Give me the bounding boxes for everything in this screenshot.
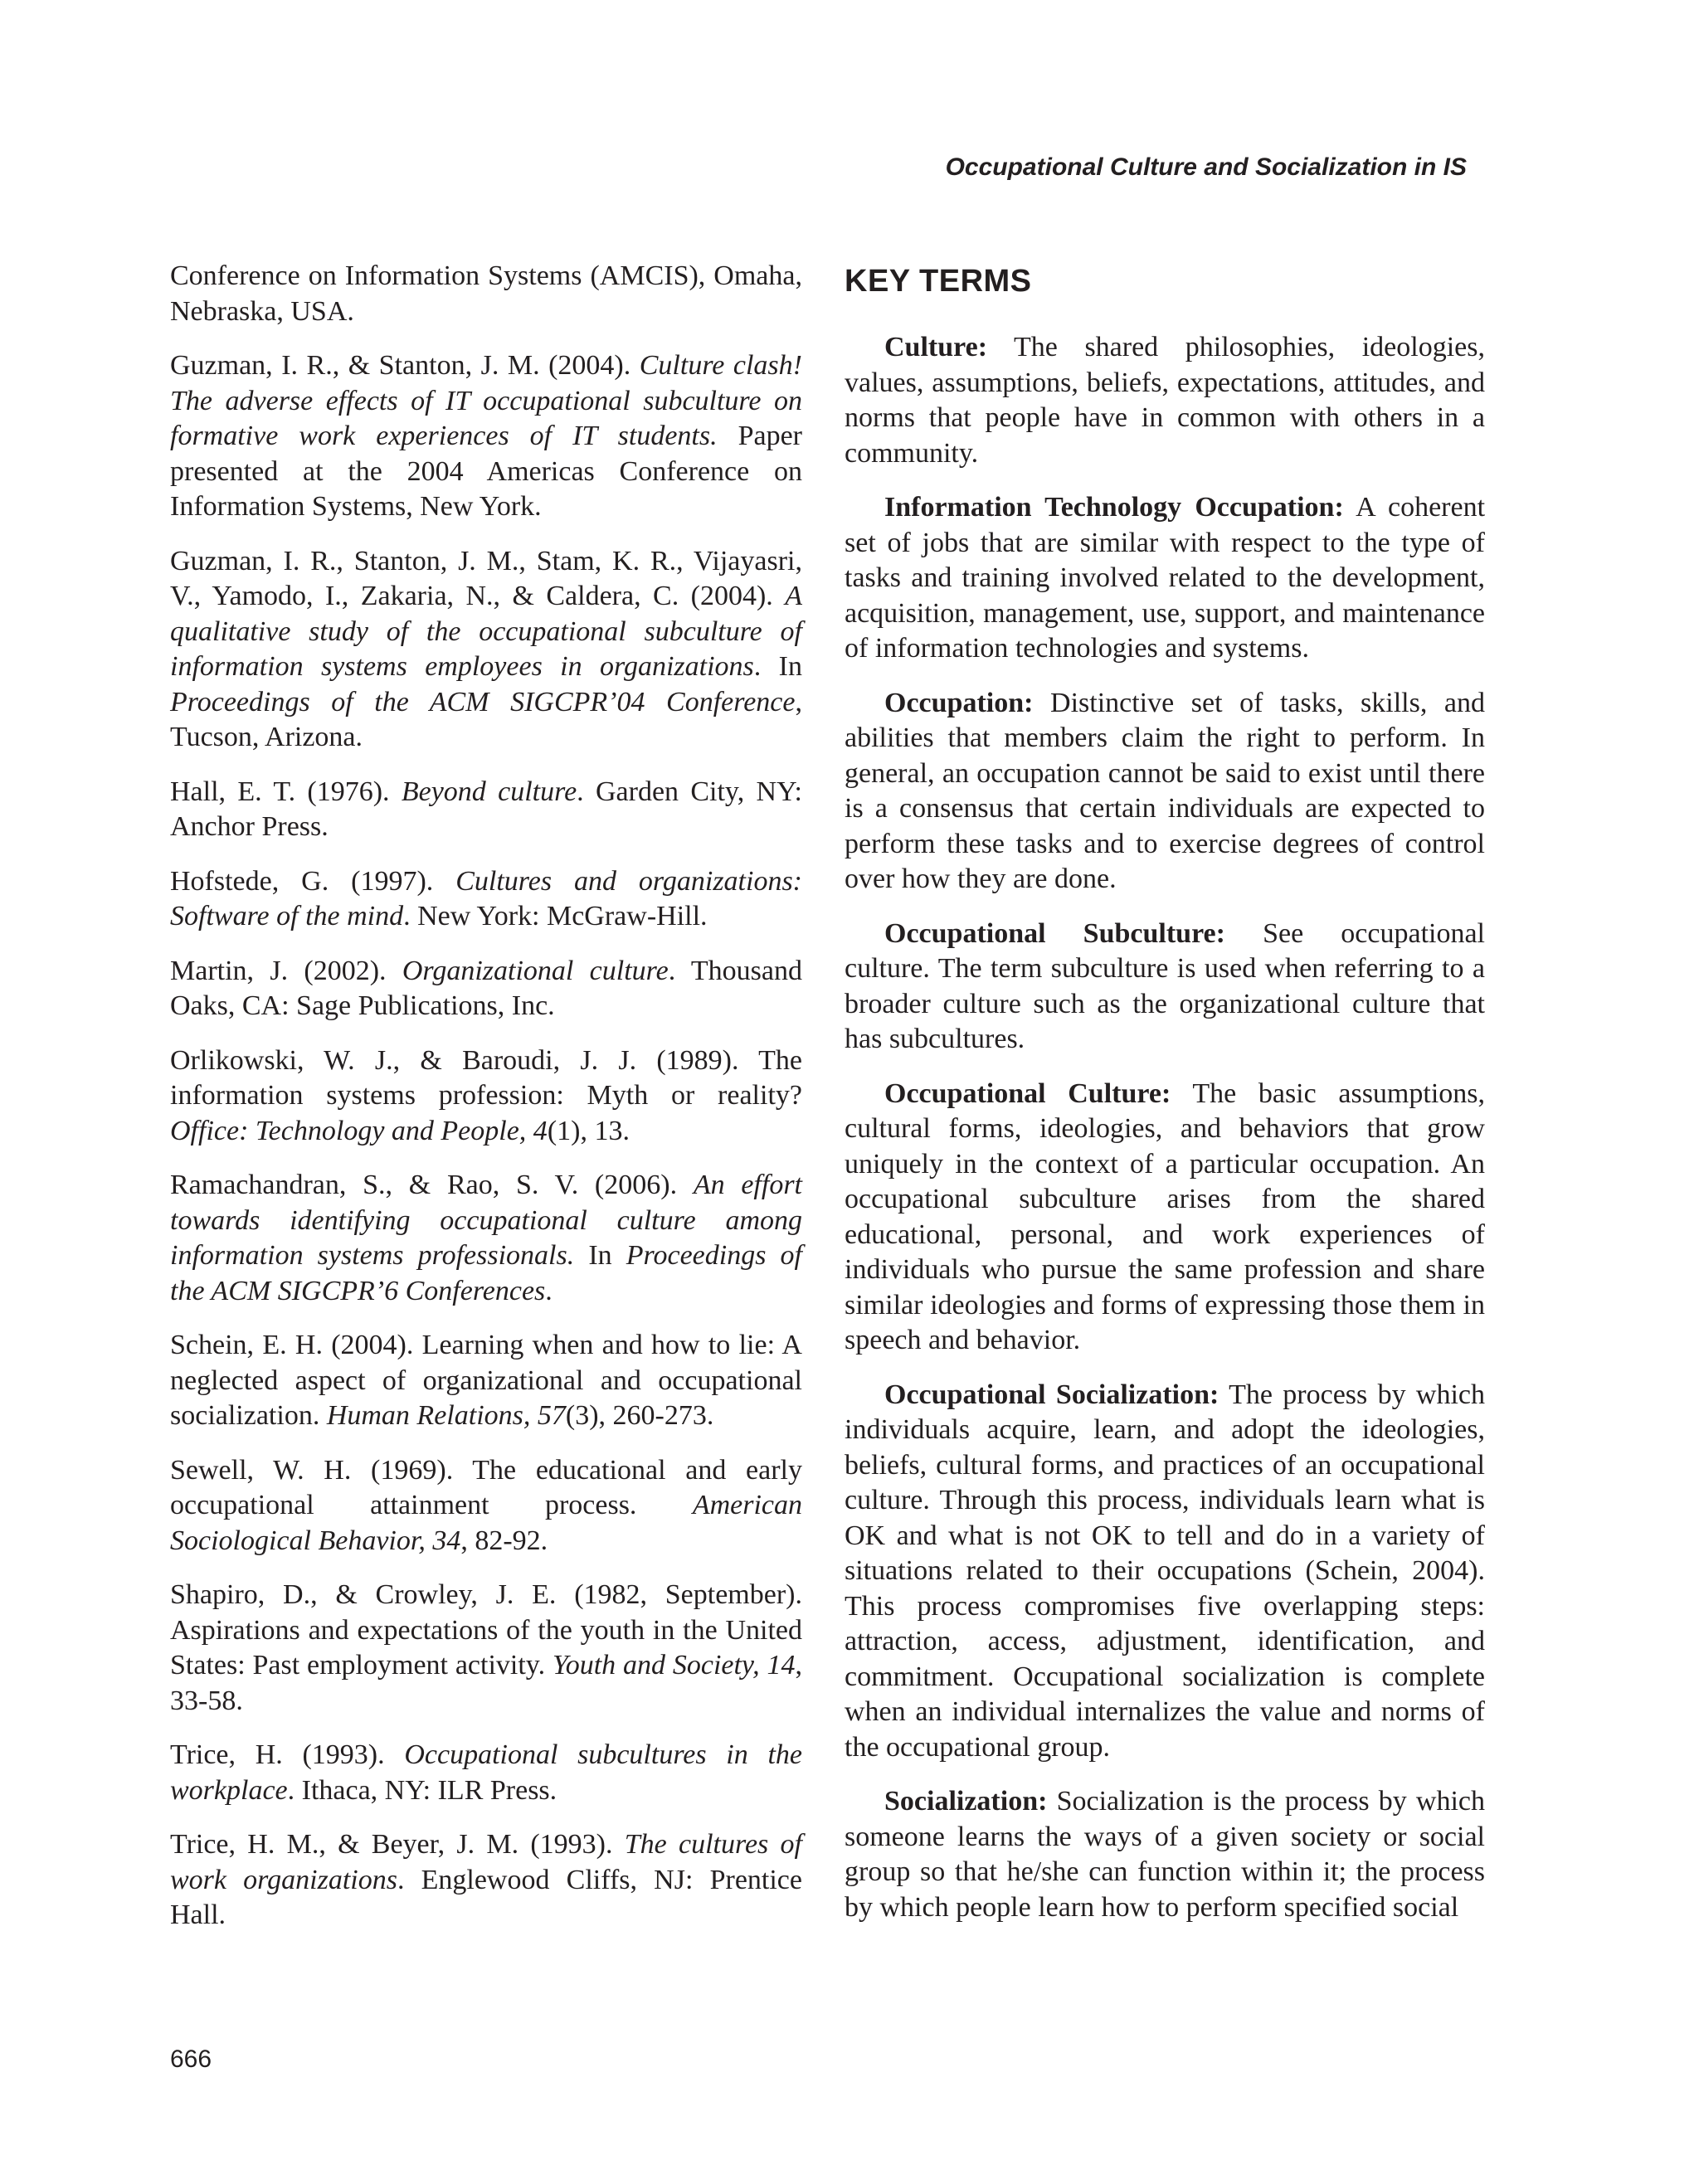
reference-entry <box>170 1578 802 1719</box>
reference-text: Ramachandran, S., & Rao, S. V. (2006). <box>170 1170 694 1200</box>
reference-text: . Englewood Cliffs, NJ: Prentice Hall. <box>170 1864 802 1930</box>
page-number: 666 <box>170 2045 212 2073</box>
reference-text: , 82-92. <box>460 1525 548 1556</box>
key-terms-list <box>845 330 1485 1925</box>
reference-text: Schein, E. H. (2004). Learning when and how to lie: A neglected aspect of organizational and occupational socialization. <box>170 1330 802 1431</box>
key-term-name: Occupational Culture: <box>884 1077 1171 1109</box>
reference-text: . New York: McGraw-Hill. <box>403 901 708 931</box>
reference-text: In <box>574 1240 626 1271</box>
reference-entry <box>170 1043 802 1150</box>
key-term-name: Occupation: <box>884 687 1034 718</box>
reference-text: Hall, E. T. (1976). <box>170 776 402 807</box>
key-term-name: Culture: <box>884 332 988 362</box>
reference-entry <box>170 864 802 935</box>
key-term-definition: The basic assumptions, cultural forms, ideologies, and behaviors that grow uniquely in the context of a particular occupation. An occupational subculture arises from the shared educational, personal, and work experiences of individuals who pursue the same profession and share similar ideologies and forms of expressing those them in speech and behavior. <box>845 1077 1485 1355</box>
reference-text: Paper presented at the 2004 Americas Conference on Information Systems, New York. <box>170 421 802 522</box>
reference-title: An effort towards identifying occupational culture among information systems professionals. <box>170 1170 802 1271</box>
reference-entry <box>170 1168 802 1309</box>
reference-entry <box>170 259 802 329</box>
references-column <box>170 259 802 1953</box>
key-term-definition: The process by which individuals acquire, learn, and adopt the ideologies, beliefs, cultural forms, and practices of an occupational culture. Through this process, individuals learn what is OK and what is not OK to tell and do in a variety of situations related to their occupations (Schein, 2004). This process compromises five overlapping steps: attraction, access, adjustment, identification, and commitment. Occupational socialization is complete when an individual internalizes the value and norms of the occupational group. <box>845 1379 1486 1763</box>
reference-title: A qualitative study of the occupational subculture of information systems employees in organizations <box>170 581 802 682</box>
key-term-name: Occupational Socialization: <box>884 1379 1219 1410</box>
reference-text: . Ithaca, NY: ILR Press. <box>287 1774 557 1806</box>
reference-title: American Sociological Behavior, 34 <box>170 1490 802 1556</box>
reference-entry <box>170 348 802 525</box>
reference-title: Proceedings of the ACM SIGCPR’04 Conference <box>170 686 796 717</box>
reference-text: . Thousand Oaks, CA: Sage Publications, Inc. <box>170 955 802 1021</box>
reference-text: Hofstede, G. (1997). <box>170 865 456 897</box>
reference-text: Guzman, I. R., & Stanton, J. M. (2004). <box>170 350 640 381</box>
key-terms-column <box>845 259 1485 1944</box>
reference-entry <box>170 1738 802 1808</box>
reference-text: Sewell, W. H. (1969). The educational and early occupational attainment process. <box>170 1454 802 1520</box>
reference-text: (3), 260-273. <box>565 1400 714 1431</box>
key-term-definition: Socialization is the process by which someone learns the ways of a given society or social group so that he/she can function within it; the process by which people learn how to perform specified social <box>845 1786 1486 1923</box>
reference-title: Youth and Society, 14 <box>552 1650 796 1681</box>
reference-entry <box>170 544 802 756</box>
reference-entry <box>170 1328 802 1434</box>
reference-text: Trice, H. M., & Beyer, J. M. (1993). <box>170 1829 625 1860</box>
reference-title: Office: Technology and People, 4 <box>170 1115 548 1146</box>
reference-title: Cultures and organizations: Software of the mind <box>170 865 802 931</box>
reference-title: Beyond culture <box>401 776 577 807</box>
reference-title: Organizational culture <box>402 955 669 986</box>
key-term-entry <box>845 490 1485 667</box>
reference-text: , 33-58. <box>170 1650 802 1716</box>
reference-entry <box>170 1827 802 1933</box>
reference-entry <box>170 775 802 845</box>
reference-text: Guzman, I. R., Stanton, J. M., Stam, K. R., Vijayasri, V., Yamodo, I., Zakaria, N., & Caldera, C. (2004). <box>170 545 802 611</box>
reference-text: Martin, J. (2002). <box>170 955 402 986</box>
reference-text: , Tucson, Arizona. <box>170 686 802 752</box>
key-term-entry <box>845 330 1485 471</box>
reference-title: Human Relations, 57 <box>326 1400 566 1431</box>
key-term-entry <box>845 1784 1485 1925</box>
key-term-name: Socialization: <box>884 1786 1048 1817</box>
reference-title: Culture clash! The adverse effects of IT occupational subculture on formative work experiences of IT students. <box>170 350 802 451</box>
key-term-definition: Distinctive set of tasks, skills, and abilities that members claim the right to perform. In general, an occupation cannot be said to exist until there is a consensus that certain individuals are expected to perform these tasks and to exercise degrees of control over how they are done. <box>845 687 1485 894</box>
key-term-name: Information Technology Occupation: <box>884 492 1344 523</box>
reference-title: Proceedings of the ACM SIGCPR’6 Conferences <box>170 1240 802 1306</box>
reference-entry <box>170 1453 802 1559</box>
key-term-entry <box>845 686 1485 897</box>
key-term-name: Occupational Subculture: <box>884 917 1225 949</box>
key-term-entry <box>845 1378 1485 1766</box>
key-term-definition: See occupational culture. The term subculture is used when referring to a broader culture such as the organizational culture that has subcultures. <box>845 917 1485 1054</box>
reference-entry <box>170 954 802 1024</box>
reference-text: . In <box>753 651 803 682</box>
reference-title: Occupational subcultures in the workplace <box>170 1739 802 1806</box>
reference-title: The cultures of work organizations <box>170 1829 802 1895</box>
key-term-entry <box>845 1077 1485 1359</box>
reference-text: Orlikowski, W. J., & Baroudi, J. J. (1989). The information systems profession: Myth or reality? <box>170 1044 802 1111</box>
reference-text: Shapiro, D., & Crowley, J. E. (1982, September). Aspirations and expectations of the youth in the United States: Past employment activity. <box>170 1579 802 1681</box>
reference-text: . <box>545 1275 553 1306</box>
reference-text: Trice, H. (1993). <box>170 1739 405 1770</box>
reference-text: . Garden City, NY: Anchor Press. <box>170 776 802 842</box>
reference-text: (1), 13. <box>547 1115 630 1146</box>
reference-text: Conference on Information Systems (AMCIS), Omaha, Nebraska, USA. <box>170 260 802 327</box>
key-term-definition: A coherent set of jobs that are similar with respect to the type of tasks and training involved related to the development, acquisition, management, use, support, and maintenance of information technologies and systems. <box>845 492 1486 664</box>
key-terms-heading: KEY TERMS <box>845 264 1032 299</box>
running-head: Occupational Culture and Socialization in IS <box>945 153 1467 181</box>
key-term-entry <box>845 917 1485 1058</box>
key-term-definition: The shared philosophies, ideologies, values, assumptions, beliefs, expectations, attitudes, and norms that people have in common with others in a community. <box>845 332 1485 469</box>
